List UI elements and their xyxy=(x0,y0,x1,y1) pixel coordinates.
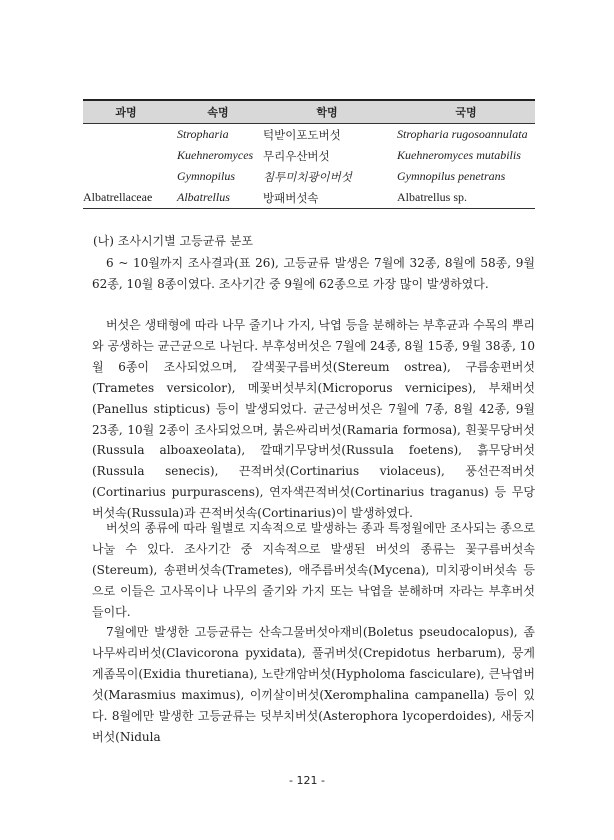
species-table xyxy=(83,99,535,209)
table-row xyxy=(83,187,535,209)
cell-korean-name: Kuehneromyces mutabilis xyxy=(397,148,521,162)
header-genus: 속명 xyxy=(207,106,229,119)
table-header-row xyxy=(83,100,535,124)
cell-korean-name: Albatrellus sp. xyxy=(397,190,467,204)
table-header xyxy=(83,100,535,124)
paragraph-monthly-summary: 6 ~ 10월까지 조사결과(표 26), 고등균류 발생은 7월에 32종, 8월에 58종, 9월 62종, 10월 8종이였다. 조사기간 중 9월에 62종으로 가장 많이 발생하였다. xyxy=(92,256,535,291)
paragraph-monthly-species: 7월에만 발생한 고등균류는 산속그물버섯아재비(Boletus pseudocalopus), 좀나무싸리버섯(Clavicorona pyxidata), 풀귀버섯(Crepidotus herbarum), 뭉게게좀목이(Exidia thuretiana), 노란개암버섯(Hypholoma fasciculare), 큰낙엽버섯(Marasmius maximus), 이끼살이버섯(Xeromphalina campanella) 등이 있다. 8월에만 발생한 고등균류는 덧부치버섯(Asterophora lycoperdoides), 새둥지버섯(Nidula xyxy=(92,625,535,744)
table-row xyxy=(83,124,535,146)
header-family: 과명 xyxy=(115,106,137,119)
cell-family xyxy=(83,124,169,146)
table-row xyxy=(83,166,535,187)
cell-scientific-name: 침투미치광이버섯 xyxy=(263,169,352,184)
cell-family: Albatrellaceae xyxy=(83,190,153,204)
paragraph-ecotype: 버섯은 생태형에 따라 나무 줄기나 가지, 낙엽 등을 분해하는 부후균과 수목의 뿌리와 공생하는 균근균으로 나뉜다. 부후성버섯은 7월에 24종, 8월 15종, 9월 38종, 10월 6종이 조사되었으며, 갈색꽃구름버섯(Stereum ostrea), 구름송편버섯(Trametes versicolor), 메꽃버섯부치(Microporus vernicipes), 부채버섯(Panellus stipticus) 등이 발생되었다. 균근성버섯은 7월에 7종, 8월 42종, 9월 23종, 10월 2종이 조사되었으며, 붉은싸리버섯(Ramaria formosa), 흰꽃무당버섯(Russula alboaxeolata), 깔때기무당버섯(Russula foetens), 흙무당버섯(Russula senecis), 끈적버섯(Cortinarius violaceus), 풍선끈적버섯(Cortinarius purpurascens), 연자색끈적버섯(Cortinarius traganus) 등 무당버섯속(Russula)과 끈적버섯속(Cortinarius)이 발생하였다. xyxy=(92,318,535,521)
header-korean-name: 국명 xyxy=(455,106,477,119)
cell-family xyxy=(83,166,169,187)
cell-genus: Gymnopilus xyxy=(177,169,235,183)
cell-scientific-name: 턱받이포도버섯 xyxy=(263,127,341,142)
table-body xyxy=(83,124,535,209)
section-heading: (나) 조사시기별 고등균류 분포 xyxy=(93,234,253,248)
cell-scientific-name: 무리우산버섯 xyxy=(263,148,330,163)
paragraph-continuous-species: 버섯의 종류에 따라 월별로 지속적으로 발생하는 종과 특정월에만 조사되는 종으로 나눌 수 있다. 조사기간 중 지속적으로 발생된 버섯의 종류는 꽃구름버섯속(Stereum), 송편버섯속(Trametes), 애주름버섯속(Mycena), 미치광이버섯속 등으로 이들은 고사목이나 나무의 줄기와 가지 또는 낙엽을 분해하며 자라는 부후버섯들이다. xyxy=(92,521,535,619)
cell-korean-name: Gymnopilus penetrans xyxy=(397,169,506,183)
cell-family xyxy=(83,145,169,166)
header-scientific-name: 학명 xyxy=(316,106,338,119)
cell-scientific-name: 방패버섯속 xyxy=(263,190,319,205)
table-row xyxy=(83,145,535,166)
cell-korean-name: Stropharia rugosoannulata xyxy=(397,127,528,141)
page-number: - 121 - xyxy=(289,774,325,787)
cell-genus: Stropharia xyxy=(177,127,229,141)
cell-genus: Kuehneromyces xyxy=(177,148,254,162)
cell-genus: Albatrellus xyxy=(177,190,230,204)
